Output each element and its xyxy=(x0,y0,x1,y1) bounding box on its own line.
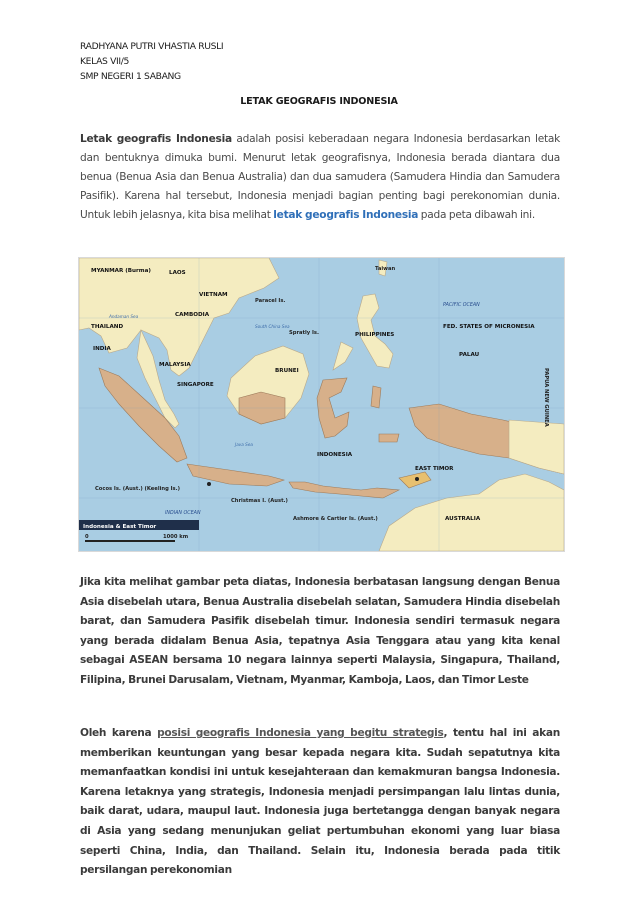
map-label-indian: INDIAN OCEAN xyxy=(165,511,201,516)
school-name: SMP NEGERI 1 SABANG xyxy=(80,71,181,82)
map-label-philippines: PHILIPPINES xyxy=(355,332,395,338)
map-label-cocos: Cocos Is. (Aust.) (Keeling Is.) xyxy=(95,486,180,492)
map-scale-left: 0 xyxy=(85,534,89,540)
map-label-taiwan: Taiwan xyxy=(375,266,396,272)
map-label-pacific: PACIFIC OCEAN xyxy=(443,303,480,308)
intro-tail: pada peta dibawah ini. xyxy=(418,209,535,222)
intro-link[interactable]: letak geografis Indonesia xyxy=(273,209,419,222)
para3-link[interactable]: posisi geografis Indonesia yang begitu strategis xyxy=(157,727,444,739)
map-label-india: INDIA xyxy=(93,346,111,352)
para3-lead: Oleh karena xyxy=(80,727,158,739)
map-label-palau: PALAU xyxy=(459,352,480,358)
map-image xyxy=(78,257,565,552)
intro-text: adalah posisi keberadaan negara Indonesia berdasarkan letak dan bentuknya dimuka bumi. Menurut letak geografisnya, Indonesia berada diantara dua benua (Benua Asia dan Benua Australia) dan dua samudera (Samudera Hindia dan Samudera Pasifik). Karena hal tersebut, Indonesia menjadi bagian penting bagi perekonomian dunia. Untuk lebih jelasnya, kita bisa melihat xyxy=(80,133,561,222)
map-scale-right: 1000 km xyxy=(163,534,189,540)
map-label-vietnam: VIETNAM xyxy=(199,292,228,298)
map-label-brunei: BRUNEI xyxy=(275,368,299,374)
author-name: RADHYANA PUTRI VHASTIA RUSLI xyxy=(80,41,224,52)
map-label-java-sea: Java Sea xyxy=(235,442,253,447)
map-label-paracel: Paracel Is. xyxy=(255,298,286,304)
map-label-christmas: Christmas I. (Aust.) xyxy=(231,498,288,504)
map-label-south-china-sea: South China Sea xyxy=(255,324,290,329)
map-label-east-timor: EAST TIMOR xyxy=(415,466,454,472)
map-label-indonesia: INDONESIA xyxy=(317,452,353,458)
paragraph-strategic xyxy=(80,724,560,881)
map-label-cambodia: CAMBODIA xyxy=(175,312,210,318)
paragraph-borders: Jika kita melihat gambar peta diatas, Indonesia berbatasan langsung dengan Benua Asia disebelah utara, Benua Australia disebelah selatan, Samudera Hindia disebelah barat, dan Samudera Pasifik disebelah timur. Indonesia sendiri termasuk negara yang berada didalam Benua Asia, tepatnya Asia Tenggara atau yang kita kenal sebagai ASEAN bersama 10 negara lainnya seperti Malaysia, Singapura, Thailand, Filipina, Brunei Darusalam, Vietnam, Myanmar, Kamboja, Laos, dan Timor Leste xyxy=(80,576,560,686)
map-label-singapore: SINGAPORE xyxy=(177,382,214,388)
map-legend-title: Indonesia & East Timor xyxy=(83,524,157,530)
intro-paragraph xyxy=(80,130,560,225)
document-title: LETAK GEOGRAFIS INDONESIA xyxy=(240,96,398,107)
map-label-spratly: Spratly Is. xyxy=(289,330,319,336)
map-label-ashmore: Ashmore & Cartier Is. (Aust.) xyxy=(293,516,378,522)
map-label-thailand: THAILAND xyxy=(91,324,124,330)
map-label-andaman: Andaman Sea xyxy=(109,314,139,319)
map-label-micronesia: FED. STATES OF MICRONESIA xyxy=(443,324,535,330)
map-label-myanmar: MYANMAR (Burma) xyxy=(91,268,151,274)
para3-text: , tentu hal ini akan memberikan keuntungan yang besar kepada negara kita. Sudah sepatutnya kita memanfaatkan kondisi ini untuk kesejahteraan dan kemakmuran bangsa Indonesia. Karena letaknya yang strategis, Indonesia menjadi persimpangan lalu lintas dunia, baik darat, udara, maupul laut. Indonesia juga bertetangga dengan banyak negara di Asia yang sedang menunjukan geliat pertumbuhan ekonomi yang luar biasa seperti China, India, dan Thailand. Selain itu, Indonesia berada pada titik persilangan perekonomian xyxy=(80,727,560,877)
class-info: KELAS VII/5 xyxy=(80,56,129,67)
map-label-australia: AUSTRALIA xyxy=(445,516,481,522)
intro-lead: Letak geografis Indonesia xyxy=(80,133,232,145)
map-label-malaysia: MALAYSIA xyxy=(159,362,191,368)
map-label-papua: PAPUA NEW GUINEA xyxy=(543,368,549,427)
map-label-laos: LAOS xyxy=(169,270,186,276)
